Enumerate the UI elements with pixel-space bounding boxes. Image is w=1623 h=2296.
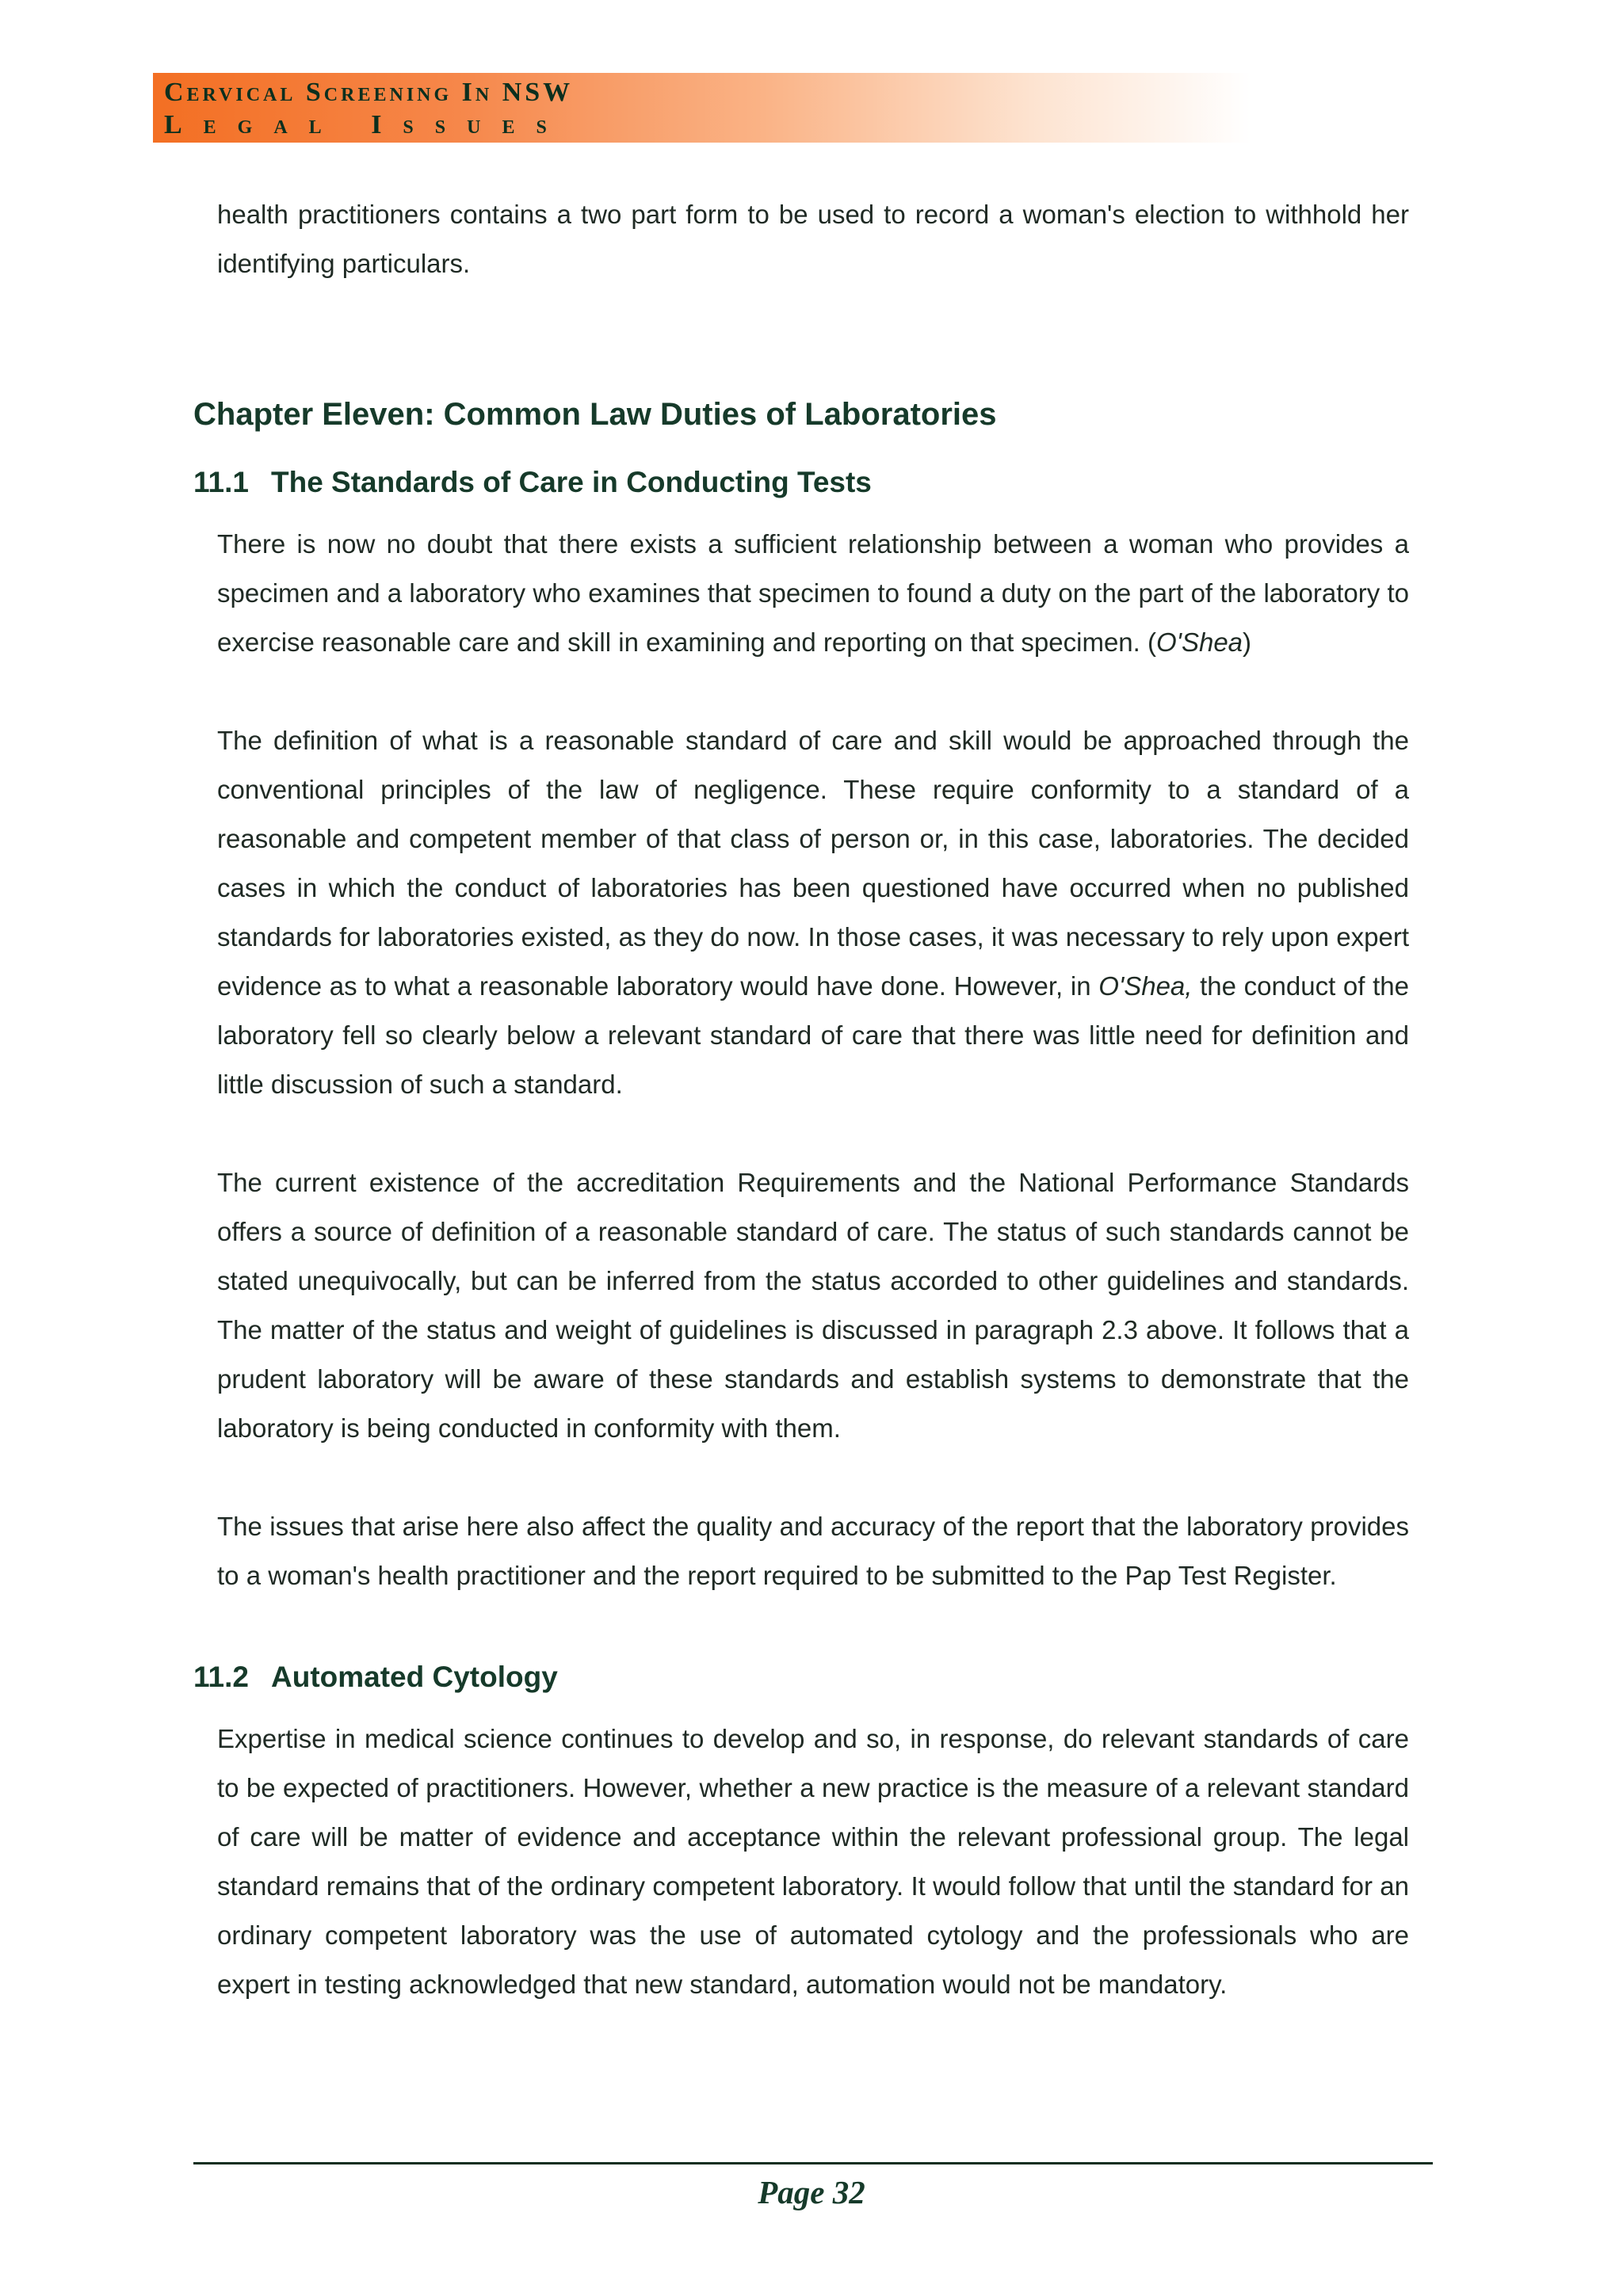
paragraph-duty-of-care [217,520,1409,667]
footer-divider [193,2162,1433,2164]
page-number: Page 32 [758,2174,865,2210]
section-heading-11-2 [193,1661,558,1694]
section-heading-11-1 [193,466,872,499]
paragraph-automated-cytology: Expertise in medical science continues to develop and so, in response, do relevant standards of care to be expected of practitioners. However, whether a new practice is the measure of a relevant standard of care will be matter of evidence and acceptance within the relevant professional group. The legal standard remains that of the ordinary competent laboratory. It would follow that until the standard for an ordinary competent laboratory was the use of automated cytology and the professionals who are expert in testing acknowledged that new standard, automation would not be mandatory. [217,1724,1409,1999]
paragraph-definition [217,716,1409,1109]
paragraph-text-end: ) [1243,627,1252,657]
section-title: The Standards of Care in Conducting Tests [271,466,872,498]
case-citation: O'Shea [1156,627,1243,657]
case-citation: O'Shea, [1098,971,1193,1001]
paragraph-accreditation: The current existence of the accreditation Requirements and the National Performance Standards offers a source of definition of a reasonable standard of care. The status of such standards cannot be stated unequivocally, but can be inferred from the status accorded to other guidelines and standards. The matter of the status and weight of guidelines is discussed in paragraph 2.3 above. It follows that a prudent laboratory will be aware of these standards and establish systems to demonstrate that the laboratory is being conducted in conformity with them. [217,1168,1409,1443]
section-number: 11.1 [193,466,249,498]
paragraph-report-quality: The issues that arise here also affect the quality and accuracy of the report that the laboratory provides to a woman's health practitioner and the report required to be submitted to the Pap Test Register. [217,1512,1409,1590]
intro-paragraph: health practitioners contains a two part form to be used to record a woman's election to withhold her identifying particulars. [217,200,1409,278]
paragraph-text: There is now no doubt that there exists a sufficient relationship between a woman who provides a specimen and a laboratory who examines that specimen to found a duty on the part of the laboratory to exercise reasonable care and skill in examining and reporting on that specimen. ( [217,529,1409,657]
paragraph-text: The definition of what is a reasonable standard of care and skill would be approached through the conventional principles of the law of negligence. These require conformity to a standard of a reasonable and competent member of that class of person or, in this case, laboratories. The decided cases in which the conduct of laboratories has been questioned have occurred when no published standards for laboratories existed, as they do now. In those cases, it was necessary to rely upon expert evidence as to what a reasonable laboratory would have done. However, in [217,726,1409,1001]
header-subtitle: Legal Issues [164,110,568,139]
header-title: Cervical Screening In NSW [164,78,574,107]
chapter-title: Chapter Eleven: Common Law Duties of Laboratories [193,397,997,432]
paragraph-text-end: the conduct of the laboratory fell so clearly below a relevant standard of care that there was little need for definition and little discussion of such a standard. [217,971,1409,1099]
section-title: Automated Cytology [271,1661,558,1693]
section-number: 11.2 [193,1661,249,1693]
